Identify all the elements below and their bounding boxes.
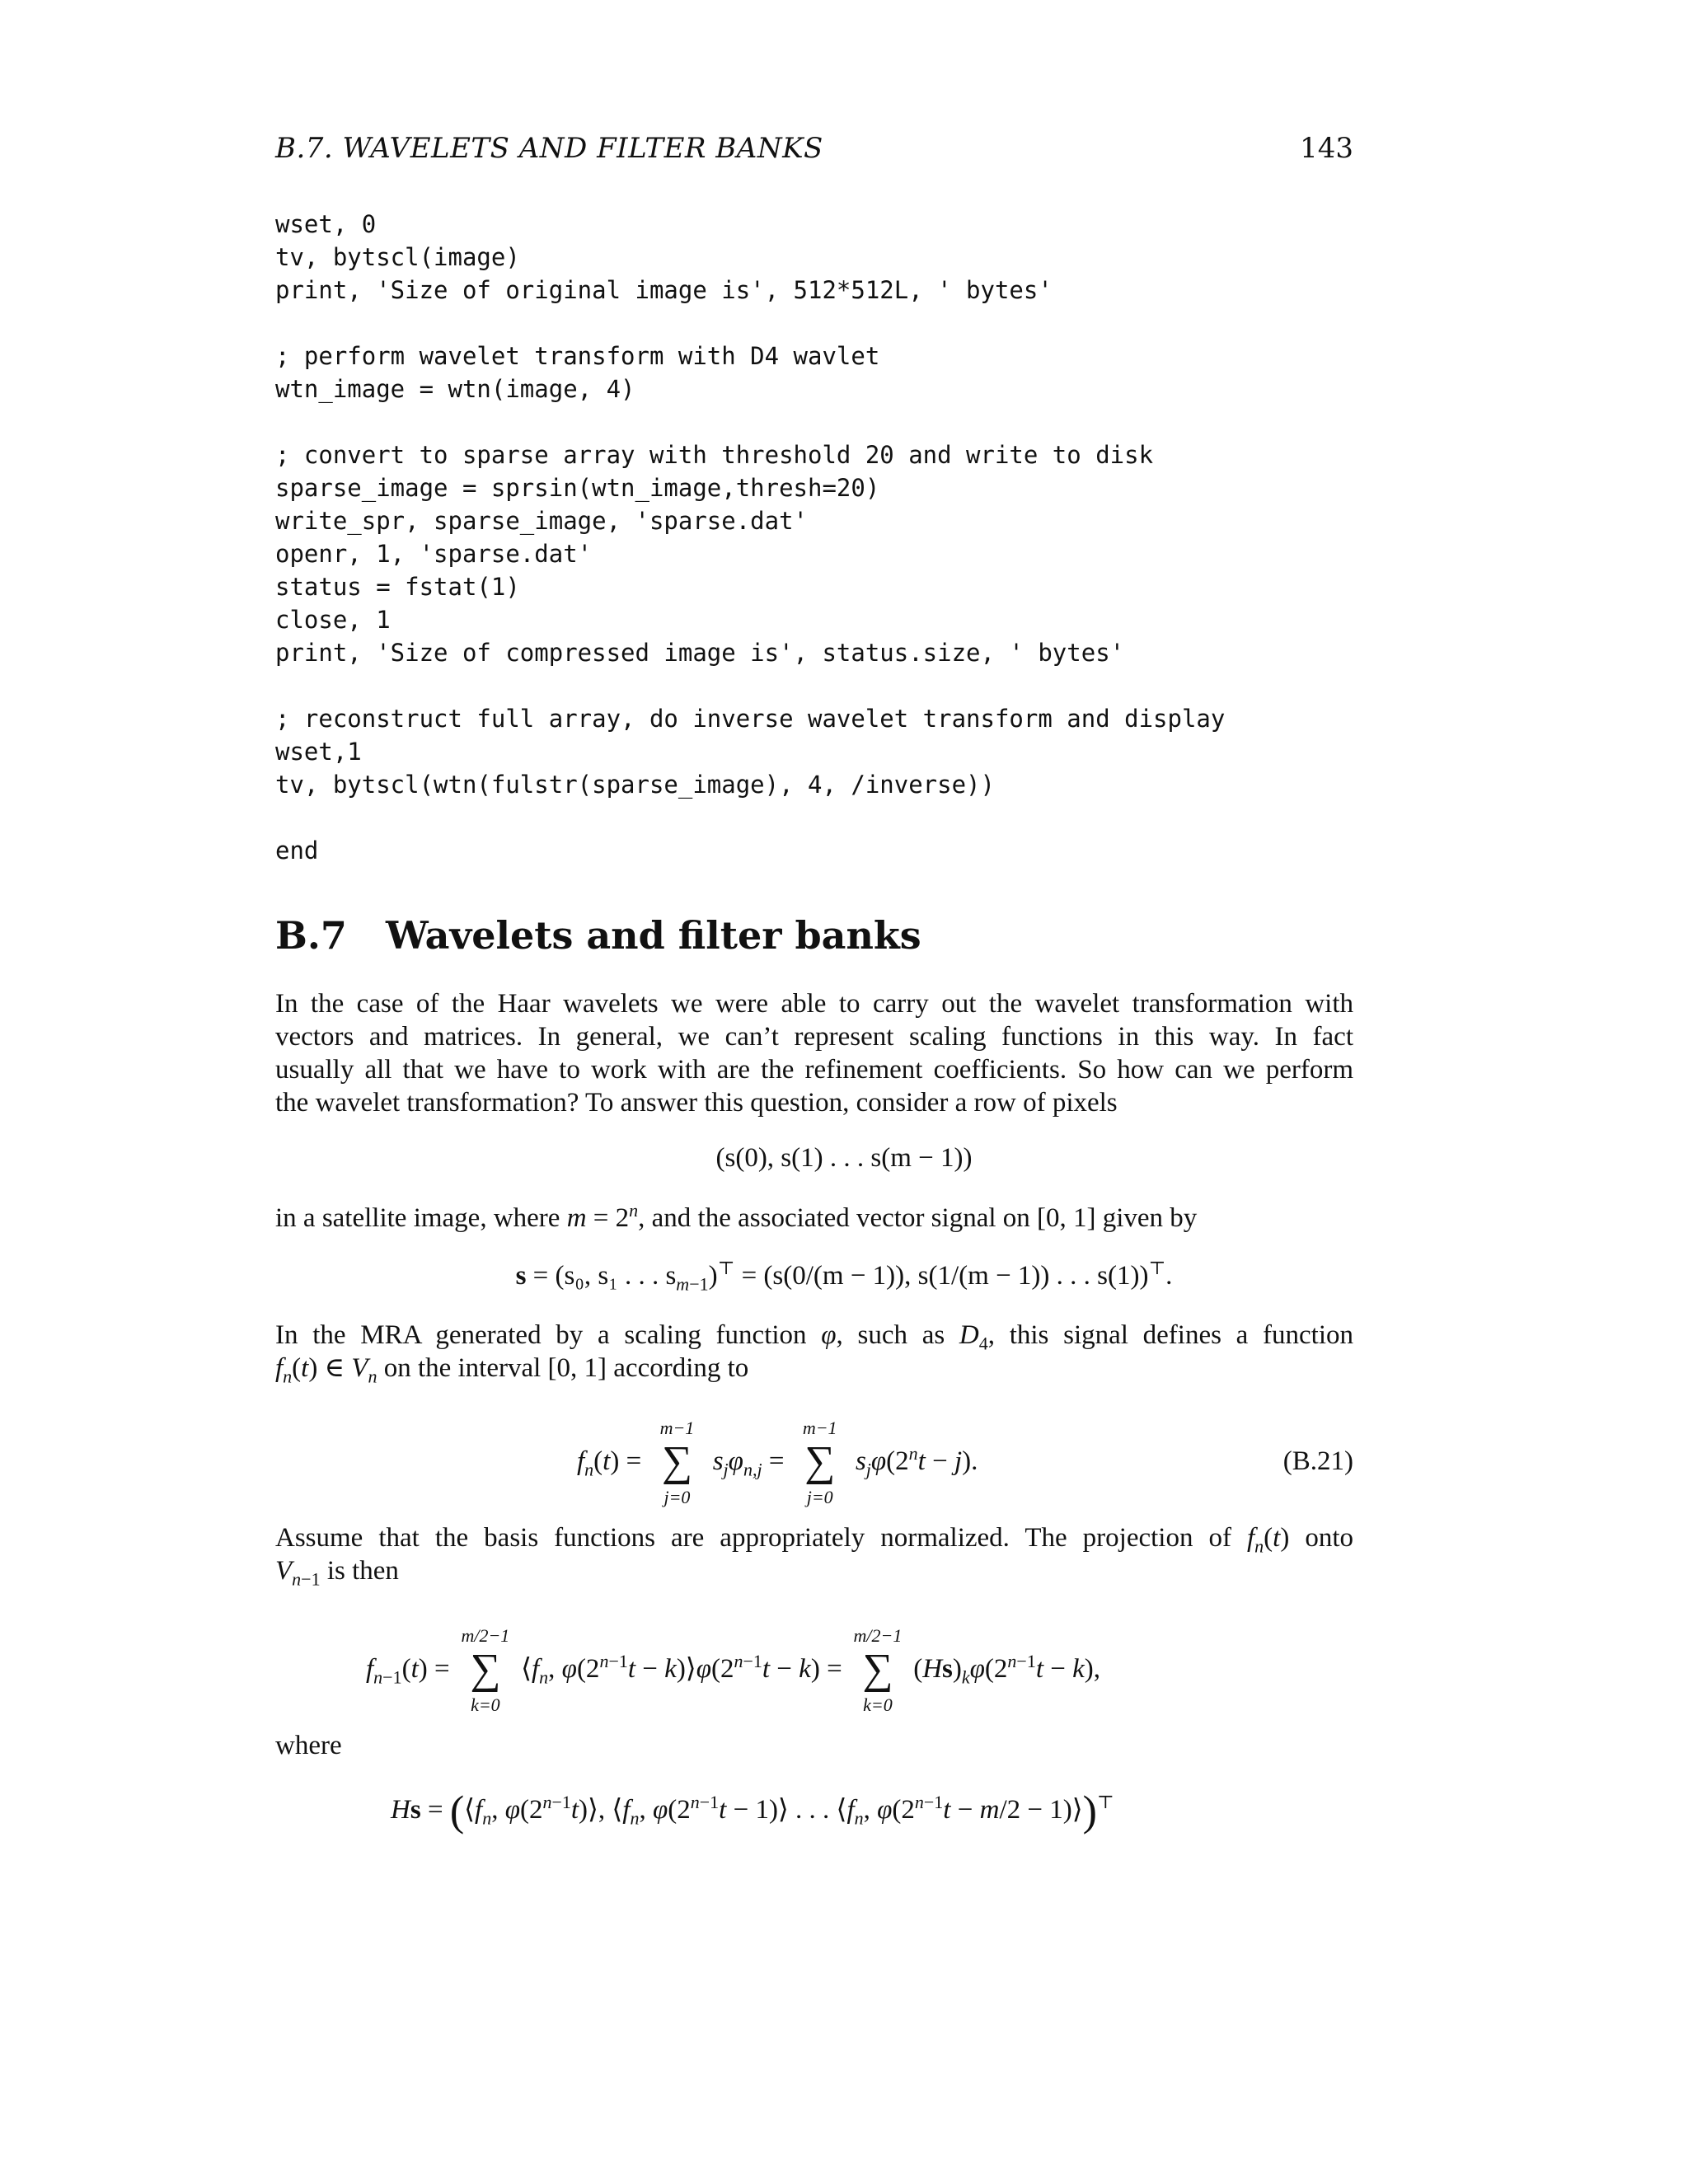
paragraph-line: where — [275, 1731, 342, 1760]
code-blank-line — [275, 669, 1380, 702]
display-equation: $f_{n-1}(t)$ = m/2−1 ∑ k=0 $⟨f_n$, $\varphi(2^{n-1}t$ − $k)⟩\varphi(2^{n-1}t - k)$ = m/2−1 ∑ k=0 $(Hs)_k\varphi(2^{n-1}t - k)$, — [366, 1625, 1101, 1716]
paragraph — [275, 1319, 1353, 1385]
code-line: print, 'Size of compressed image is', status.size, ' bytes' — [275, 639, 1125, 667]
code-line: wtn_image = wtn(image, 4) — [275, 375, 635, 403]
display-equation: s = (s₀, s₁ . . . $s_{m-1})^⊤ = (s(0/(m - 1))$, s(1/(m − 1)) . . . s(1))⊤. — [515, 1258, 1173, 1295]
running-header — [275, 132, 1353, 173]
code-line: write_spr, sparse_image, 'sparse.dat' — [275, 507, 809, 535]
display-equation — [0, 1141, 1688, 1174]
paragraph-line: the wavelet transformation? To answer this question, consider a row of pixels — [275, 1088, 1118, 1118]
summation-symbol: m/2−1 ∑ k=0 — [461, 1625, 510, 1716]
equation-number: (B.21) — [1282, 1446, 1353, 1476]
paragraph — [275, 1202, 1353, 1235]
code-comment-line: ; perform wavelet transform with D4 wavlet — [275, 342, 880, 370]
summation-symbol: m−1 ∑ j=0 — [659, 1418, 695, 1508]
code-comment-line: ; reconstruct full array, do inverse wavelet transform and display — [275, 705, 1226, 733]
code-blank-line — [275, 307, 1380, 340]
summation-symbol: m/2−1 ∑ k=0 — [853, 1625, 903, 1716]
section-title: Wavelets and filter banks — [386, 913, 921, 958]
code-line: close, 1 — [275, 606, 391, 634]
section-heading — [275, 911, 921, 960]
paragraph — [275, 1729, 1353, 1762]
section-number: B.7 — [275, 913, 347, 958]
code-blank-line — [275, 801, 1380, 834]
paragraph-line: vectors and matrices. In general, we can’t represent scaling functions in this way. In fact — [275, 1022, 1353, 1052]
code-comment-line: ; convert to sparse array with threshold 20 and write to disk — [275, 441, 1154, 469]
paragraph-line: usually all that we have to work with are the refinement coefficients. So how can we perform — [275, 1055, 1353, 1085]
paragraph-line: $f_n(t)$ ∈ $V_n$ on the interval [0, 1] according to — [275, 1353, 749, 1387]
equation-body: (s(0), s(1) . . . s(m − 1)) — [715, 1143, 973, 1173]
paragraph-line: In the MRA generated by a scaling function φ, such as $D_4$, this signal defines a function — [275, 1320, 1353, 1352]
code-line: status = fstat(1) — [275, 573, 520, 601]
paragraph — [275, 1521, 1353, 1590]
code-line: sparse_image = sprsin(wtn_image,thresh=20) — [275, 474, 880, 502]
code-listing — [275, 208, 1380, 867]
code-line: wset, 0 — [275, 210, 377, 238]
display-equation: $f_n(t)$ = m−1 ∑ j=0 $s_j\varphi_{n,j}$ = m−1 ∑ j=0 $s_j\varphi(2^nt - j)$. — [577, 1418, 978, 1508]
paragraph-line: $V_{n-1}$ is then — [275, 1556, 399, 1590]
paragraph-line: Assume that the basis functions are appropriately normalized. The projection of $f_n(t)$ onto — [275, 1523, 1353, 1554]
paragraph — [275, 987, 1353, 1119]
display-equation: $Hs = (⟨f_n$, $\varphi(2^{n-1}t)⟩$, $⟨f_n$, $\varphi(2^{n-1}t$ − 1)⟩ . . . $⟨f_n$, $\varphi(2^{n-1}t - m/2$ − 1)⟩)⊤ — [391, 1788, 1114, 1835]
code-line: tv, bytscl(wtn(fulstr(sparse_image), 4, /inverse)) — [275, 771, 995, 799]
code-line: print, 'Size of original image is', 512*512L, ' bytes' — [275, 276, 1053, 304]
code-line: tv, bytscl(image) — [275, 243, 520, 271]
running-title: B.7. WAVELETS AND FILTER BANKS — [275, 132, 823, 165]
page-number: 143 — [1300, 132, 1353, 165]
code-line: openr, 1, 'sparse.dat' — [275, 540, 593, 568]
code-line: end — [275, 837, 319, 865]
code-line: wset,1 — [275, 738, 362, 766]
paragraph-line: in a satellite image, where $m = 2^n$, and the associated vector signal on [0, 1] given by — [275, 1200, 1198, 1233]
code-blank-line — [275, 405, 1380, 438]
summation-symbol: m−1 ∑ j=0 — [802, 1418, 837, 1508]
paragraph-line: In the case of the Haar wavelets we were able to carry out the wavelet transformation with — [275, 989, 1353, 1019]
